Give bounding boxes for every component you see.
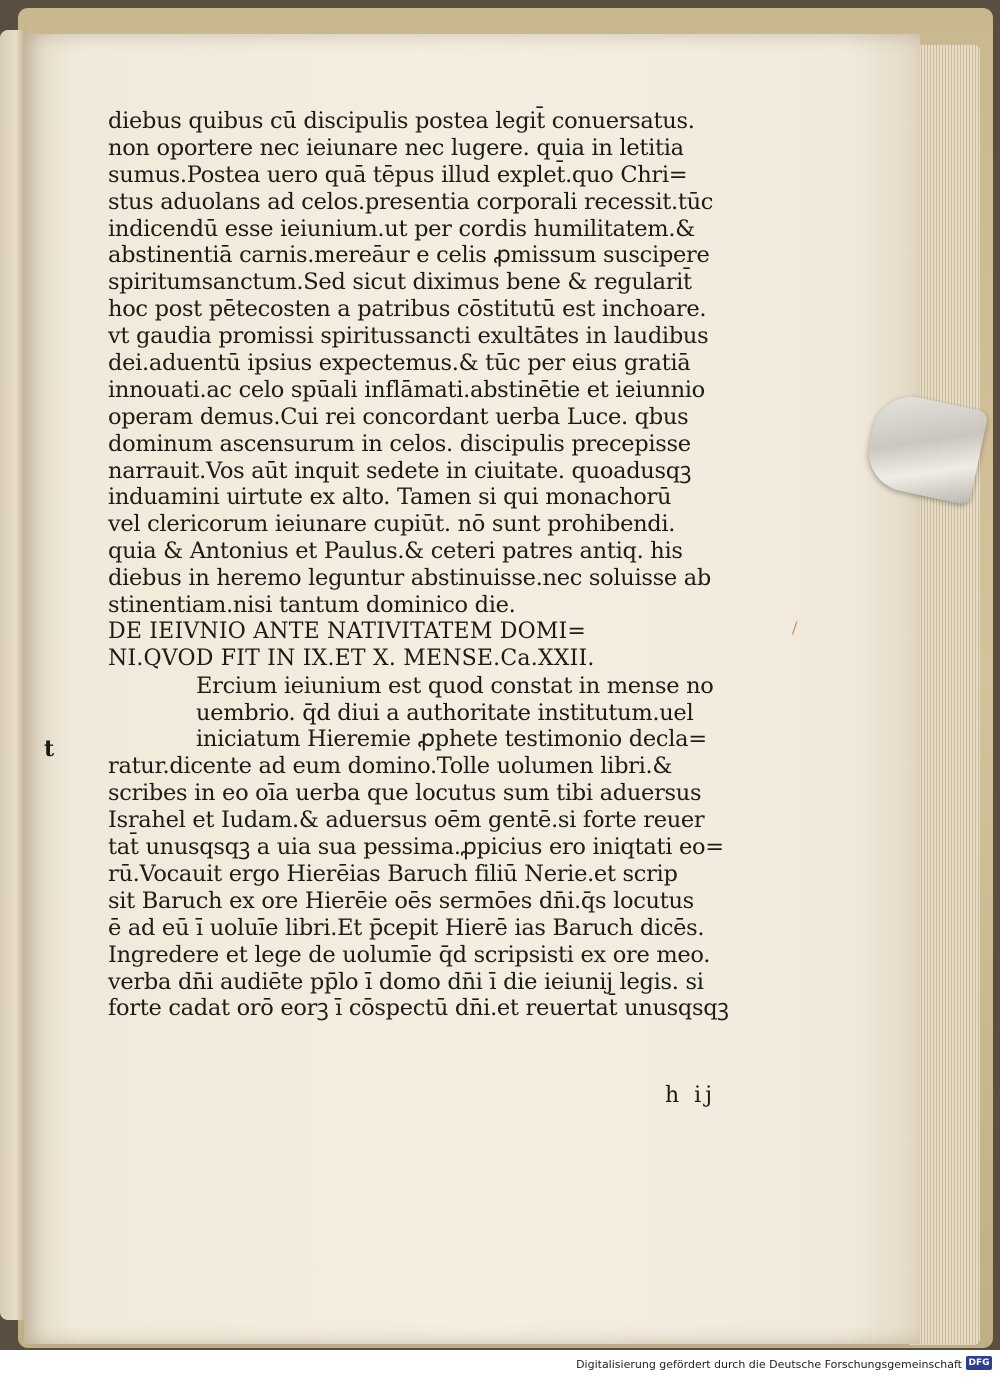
- chapter-heading: NI.QVOD FIT IN IX.ET X. MENSE.Ca.XXII.: [108, 645, 595, 671]
- page-text: [108, 108, 738, 1022]
- text-line: dei.aduentū ipsius expectemus.& tūc per eius gratiā: [108, 350, 691, 377]
- page-edges: [910, 45, 980, 1345]
- text-line: innouati.ac celo spūali inflāmati.abstinētie et ieiunnio: [108, 376, 705, 403]
- text-line: verba dn̄i audiēte pp̄lo ī domo dn̄i ī die ieiunij legis. si: [108, 968, 704, 995]
- text-line: vel clericorum ieiunare cupiūt. nō sunt prohibendi.: [108, 511, 676, 538]
- chapter-heading: DE IEIVNIO ANTE NATIVITATEM DOMI=: [108, 618, 587, 644]
- text-line: quia & Antonius et Paulus.& ceteri patres antiq. his: [108, 538, 683, 565]
- dfg-logo: DFG: [966, 1356, 992, 1370]
- text-line: Israhel et Iudam.& aduersus oēm gentē.si forte reuer: [108, 807, 705, 834]
- indented-line: iniciatum Hieremie ꝓphete testimonio decla=: [196, 726, 707, 753]
- text-line: narrauit.Vos aūt inquit sedete in ciuitate. quoadusqꝫ: [108, 457, 692, 484]
- text-line: vt gaudia promissi spiritussancti exultātes in laudibus: [108, 323, 709, 350]
- text-line: sumus.Postea uero quā tēpus illud explet̄.quo Chri=: [108, 161, 688, 188]
- indented-line: Ercium ieiunium est quod constat in mense no: [196, 672, 714, 699]
- left-page-edge: [0, 30, 26, 1320]
- text-line: indicendū esse ieiunium.ut per cordis humilitatem.&: [108, 215, 695, 242]
- text-line: diebus in heremo leguntur abstinuisse.nec soluisse ab: [108, 565, 711, 592]
- text-line: spiritumsanctum.Sed sicut diximus bene & regularit̄: [108, 269, 692, 296]
- text-line: sit Baruch ex ore Hierēie oēs sermōes dn̄i.q̄s locutus: [108, 887, 694, 914]
- text-line: induamini uirtute ex alto. Tamen si qui monachorū: [108, 484, 672, 511]
- text-line: abstinentiā carnis.mereāur e celis ꝓmissum suscipere: [108, 242, 710, 269]
- text-line: hoc post pētecosten a patribus cōstitutū est inchoare.: [108, 296, 707, 323]
- guide-letter: t: [44, 736, 55, 762]
- text-line: non oportere nec ieiunare nec lugere. quia in letitia: [108, 134, 684, 161]
- text-line: tat̄ unusqsqꝫ a uia sua pessima.ꝓpicius ero iniqtati eo=: [108, 834, 724, 861]
- text-line: dominum ascensurum in celos. discipulis precepisse: [108, 430, 691, 457]
- text-line: diebus quibus cū discipulis postea legit̄ conuersatus.: [108, 108, 695, 134]
- text-line: Ingredere et lege de uolumīe q̄d scripsisti ex ore meo.: [108, 941, 711, 968]
- text-line: rū.Vocauit ergo Hierēias Baruch filiū Nerie.et scrip: [108, 860, 678, 887]
- footer-credit: Digitalisierung gefördert durch die Deutsche Forschungsgemeinschaft: [576, 1358, 962, 1371]
- text-line: stus aduolans ad celos.presentia corporali recessit.tūc: [108, 188, 714, 215]
- text-line: operam demus.Cui rei concordant uerba Luce. qbus: [108, 403, 689, 430]
- text-line: forte cadat orō eorꝫ ī cōspectū dn̄i.et reuertat̄ unusqsqꝫ: [108, 995, 729, 1022]
- text-line: ē ad eū ī uoluīe libri.Et p̄cepit Hierē ias Baruch dicēs.: [108, 914, 705, 941]
- margin-mark: /: [792, 618, 798, 637]
- text-line: scribes in eo oīa uerba que locutus sum tibi aduersus: [108, 780, 702, 807]
- signature-mark: h ij: [665, 1083, 717, 1108]
- text-line: stinentiam.nisi tantum dominico die.: [108, 592, 516, 619]
- footer: [0, 1350, 1000, 1377]
- text-line: ratur.dicente ad eum domino.Tolle uolumen libri.&: [108, 753, 673, 780]
- indented-line: uembrio. q̄d diui a authoritate institutum.uel: [196, 699, 694, 726]
